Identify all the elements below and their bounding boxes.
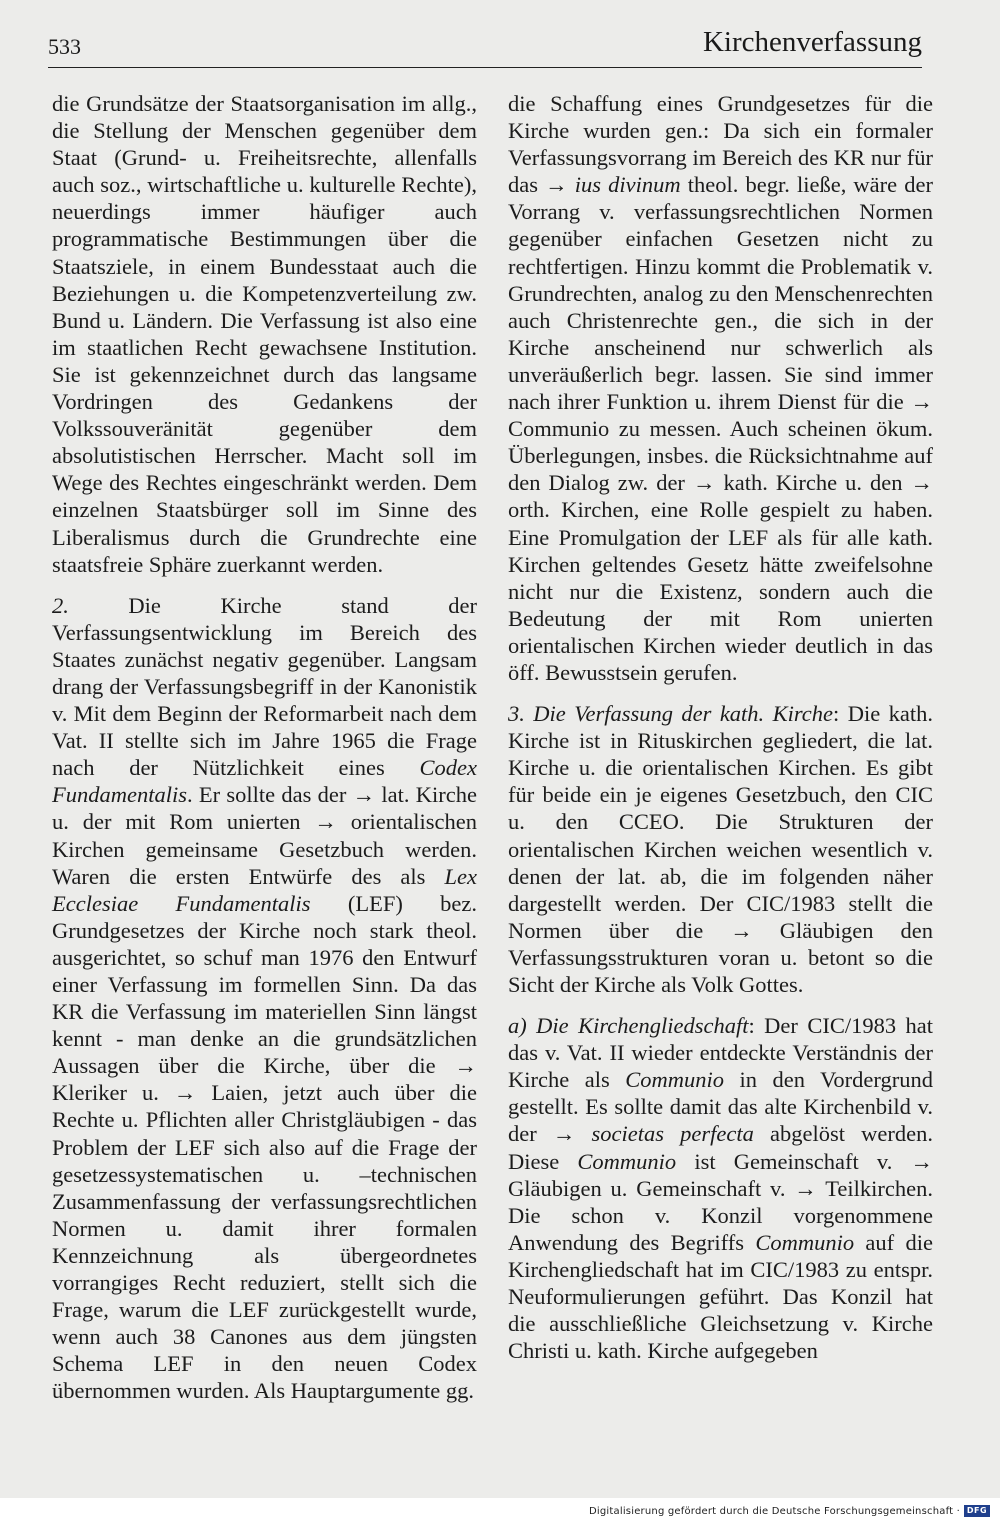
funding-credit: Digitalisierung gefördert durch die Deutsche Forschungsgemeinschaft · [589,1506,960,1517]
text-run: : Die kath. Kirche ist in Rituskirchen gegliedert, die lat. Kirche u. die orientalischen Kirchen. Es gibt für beide ein je eigenes Gesetzbuch, den CIC u. den CCEO. Die Strukturen der orientalischen Kirchen weichen wesentlich v. denen der lat. ab, die im folgenden näher dargestellt werden. Der CIC/1983 stellt die Normen über die → Gläubigen den Verfassungsstrukturen voran u. betont so die Sicht der Kirche als Volk Gottes. [508,701,933,997]
italic-term: ius divinum [574,172,681,198]
paragraph-continuation [508,90,933,686]
italic-term: societas perfecta [591,1121,754,1147]
paragraph-subsection-a [508,1012,933,1364]
dfg-logo-icon: DFG [964,1505,990,1517]
text-run: in den Vordergrund gestellt. Es sollte damit das alte Kirchenbild v. der → [508,1067,933,1147]
section-heading: 3. Die Verfassung der kath. Kirche [508,701,834,727]
text-run: Die Kirche stand der Verfassungsentwicklung im Bereich des Staates zunächst negativ gegenüber. Langsam drang der Verfassungsbegriff in der Kanonistik v. Mit dem Beginn der Reformarbeit nach dem Vat. II stellte sich im Jahre 1965 die Frage nach der Nützlichkeit eines [52,592,477,781]
header-rule [48,67,922,68]
paragraph-section-3 [508,700,933,998]
right-column [508,90,933,1364]
page-number: 533 [48,34,81,59]
text-run: (LEF) bez. Grundgesetzes der Kirche noch stark theol. ausgerichtet, so schuf man 1976 den Entwurf einer Verfassung im formellen Sinn. Da das KR die Verfassung im materiellen Sinn längst kennt - man denke an die grundsätzlichen Aussagen über die Kirche, über die → Kleriker u. → Laien, jetzt auch über die Rechte u. Pflichten aller Christgläubigen - das Problem der LEF sich also auf die Frage der gesetzessystematischen u. –technischen Zusammenfassung der verfassungsrechtlichen Normen u. damit ihrer formalen Kennzeichnung als übergeordnetes vorrangiges Recht reduziert, stellt sich die Frage, warum die LEF zurückgestellt wurde, wenn auch 38 Canones aus dem jüngsten Schema LEF in den neuen Codex übernommen wurden. Als Hauptargumente gg. [52,890,477,1404]
text-run: : Der CIC/1983 hat das v. Vat. II wieder entdeckte Verständnis der Kirche als [508,1013,933,1093]
section-number: 2. [52,592,69,618]
text-run: abgelöst werden. Diese [508,1121,933,1174]
text-run: auf die Kirchengliedschaft hat im CIC/1983 zu entspr. Neuformulierungen geführt. Das Konzil hat die ausschließliche Gleichsetzung v. Kirche Christi u. kath. Kirche aufgegeben [508,1229,933,1364]
page-header [48,24,922,64]
subsection-heading: a) Die Kirchengliedschaft [508,1013,749,1039]
italic-term: Codex Fundamentalis [52,755,477,808]
text-run: theol. begr. ließe, wäre der Vorrang v. verfassungsrechtlichen Normen gegenüber einfachen Gesetzen nicht zu rechtfertigen. Hinzu kommt die Problematik v. Grundrechten, analog zu den Menschenrechten auch Christenrechte gen., die sich in der Kirche anscheinend nur schwerlich als unveräußerlich begr. lassen. Sie sind immer nach ihrer Funktion u. ihrem Dienst für die → Communio zu messen. Auch scheinen ökum. Überlegungen, insbes. die Rücksichtnahme auf den Dialog zw. der → kath. Kirche u. den → orth. Kirchen, eine Rolle gespielt zu haben. Eine Promulgation der LEF als für alle kath. Kirchen geltendes Gesetz hätte zweifelsohne nicht nur die Existenz, sondern auch die Bedeutung der mit Rom unierten orientalischen Kirchen wieder deutlich in das öff. Bewusstsein gerufen. [508,172,934,685]
text-run: ist Gemeinschaft v. → Gläubigen u. Gemeinschaft v. → Teilkirchen. Die schon v. Konzil vorgenommene Anwendung des Begriffs [508,1148,933,1255]
paragraph-section-2 [52,592,477,1405]
italic-term: Communio [755,1229,855,1255]
left-column [52,90,477,1405]
italic-term: Communio [577,1148,677,1174]
digitization-footer [0,1498,1000,1525]
italic-term: Lex Ecclesiae Fundamentalis [52,863,477,916]
text-run: die Schaffung eines Grundgesetzes für die Kirche wurden gen.: Da sich ein formaler Verfassungsvorrang im Bereich des KR nur für das → [508,91,933,198]
running-title: Kirchenverfassung [702,26,922,58]
text-run: . Er sollte das der → lat. Kirche u. der mit Rom unierten → orientalischen Kirchen gemeinsame Gesetzbuch werden. Waren die ersten Entwürfe des als [52,782,477,889]
paragraph-intro [52,90,477,578]
italic-term: Communio [625,1067,724,1093]
text-run: die Grundsätze der Staatsorganisation im allg., die Stellung der Menschen gegenüber dem Staat (Grund- u. Freiheitsrechte, allenfalls auch soz., wirtschaftliche u. kulturelle Rechte), neuerdings immer häufiger auch programmatische Bestimmungen über die Staatsziele, in einem Bundesstaat auch die Beziehungen u. die Kompetenzverteilung zw. Bund u. Ländern. Die Verfassung ist also eine im staatlichen Recht gewachsene Institution. Sie ist gekennzeichnet durch das langsame Vordringen des Gedankens der Volkssouveränität gegenüber dem absolutistischen Herrscher. Macht soll im Wege des Rechtes eingeschränkt werden. Dem einzelnen Staatsbürger soll im Sinne des Liberalismus durch die Grundrechte eine staatsfreie Sphäre zuerkannt werden. [52,91,477,577]
